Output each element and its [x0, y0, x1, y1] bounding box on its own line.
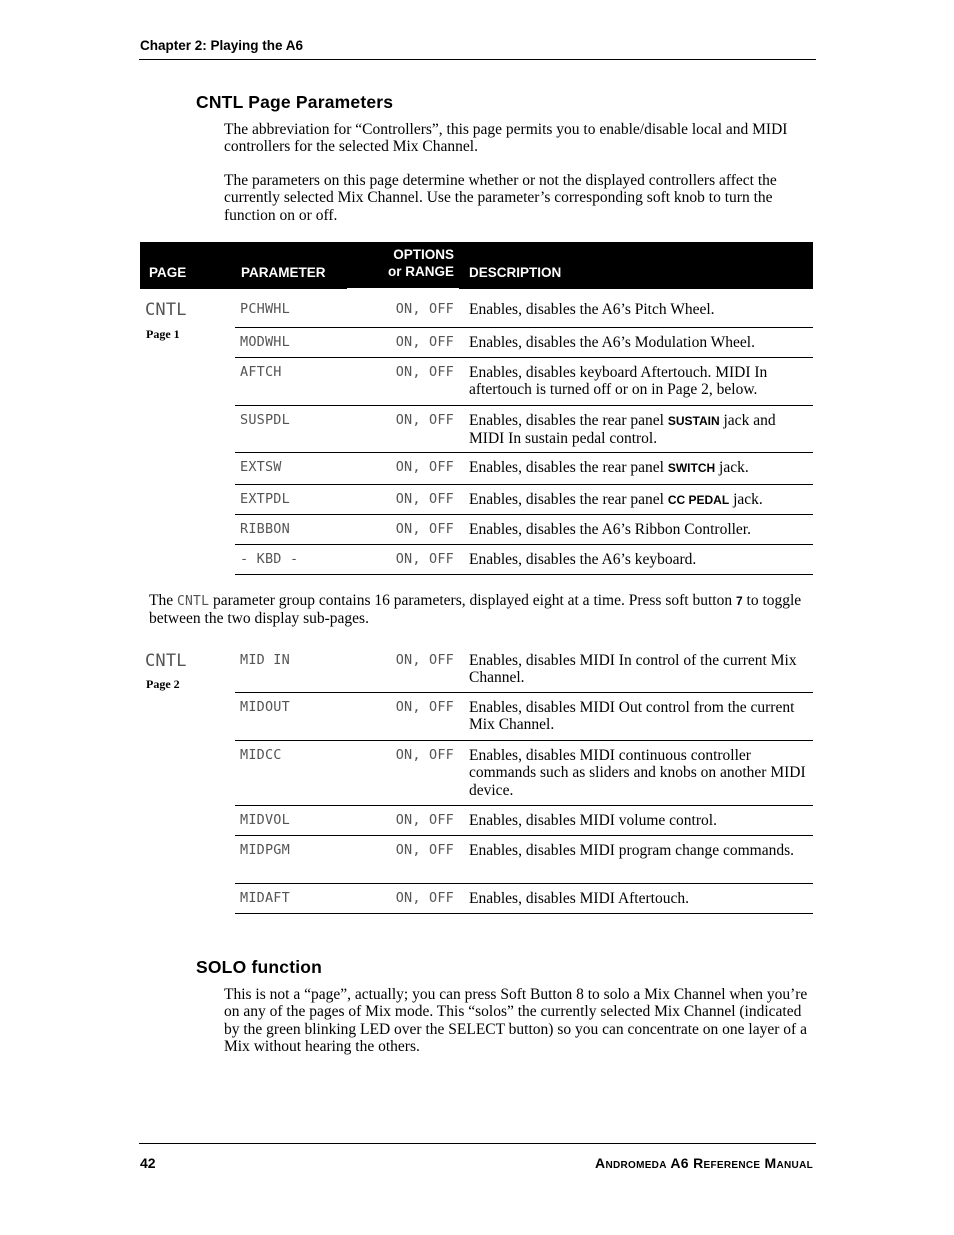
soft-button-number: 7 — [735, 594, 743, 608]
parameter-name: MIDVOL — [240, 812, 290, 828]
section-title-cntl: CNTL Page Parameters — [196, 92, 394, 112]
parameter-description: Enables, disables MIDI continuous controller commands such as sliders and knobs on another MIDI device. — [469, 747, 806, 799]
parameter-name: MIDOUT — [240, 699, 290, 715]
parameter-options: ON, OFF — [395, 334, 454, 350]
parameter-name: EXTSW — [240, 459, 282, 475]
parameter-name: SUSPDL — [240, 412, 290, 428]
parameter-name: MIDCC — [240, 747, 282, 763]
inline-lcd-cntl: CNTL — [176, 594, 210, 609]
col-header-options-2: or RANGE — [387, 264, 454, 279]
col-header-parameter: PARAMETER — [241, 265, 326, 280]
solo-paragraph: This is not a “page”, actually; you can press Soft Button 8 to solo a Mix Channel when you’re on any of the pages of Mix mode. This “solos” the currently selected Mix Channel (indicated by the green blinking LED over the SELECT button) so you can concentrate on one layer of a Mix without hearing the others. — [224, 986, 808, 1055]
parameter-name: RIBBON — [240, 521, 290, 537]
table-row — [235, 836, 813, 884]
table-row — [235, 884, 813, 914]
table-row — [235, 406, 813, 453]
manual-title: Andromeda A6 Reference Manual — [595, 1155, 813, 1171]
table-row — [235, 741, 813, 806]
table-row — [235, 328, 813, 358]
parameter-name: MIDPGM — [240, 842, 290, 858]
subpage-note: The CNTL parameter group contains 16 parameters, displayed eight at a time. Press soft button 7 to toggle between the two display sub-pages. — [149, 592, 802, 628]
parameter-description: Enables, disables MIDI program change commands. — [469, 842, 794, 859]
table-row — [235, 545, 813, 575]
col-header-options-1: OPTIONS — [393, 247, 454, 262]
parameter-options: ON, OFF — [395, 812, 454, 828]
header-rule — [139, 59, 816, 60]
table-row — [235, 358, 813, 406]
options-header-rule — [347, 288, 459, 289]
parameter-description: Enables, disables the A6’s Modulation Wheel. — [469, 334, 755, 351]
table-row — [235, 693, 813, 741]
intro-paragraph-1: The abbreviation for “Controllers”, this page permits you to enable/disable local and MIDI controllers for the selected Mix Channel. — [224, 121, 788, 156]
parameter-description: Enables, disables the A6’s keyboard. — [469, 551, 697, 568]
page-sub-label: Page 1 — [146, 327, 180, 341]
parameter-options: ON, OFF — [395, 364, 454, 380]
table-header — [140, 242, 813, 289]
parameter-name: PCHWHL — [240, 301, 290, 317]
parameter-description: Enables, disables the A6’s Pitch Wheel. — [469, 301, 715, 318]
parameter-name: MIDAFT — [240, 890, 290, 906]
parameter-name: MID IN — [240, 652, 290, 668]
parameter-name: MODWHL — [240, 334, 290, 350]
running-header: Chapter 2: Playing the A6 — [140, 38, 304, 53]
parameter-description: Enables, disables MIDI In control of the current Mix Channel. — [469, 652, 797, 687]
parameter-description: Enables, disables the rear panel CC PEDAL jack. — [469, 491, 763, 508]
parameter-options: ON, OFF — [395, 842, 454, 858]
parameter-options: ON, OFF — [395, 652, 454, 668]
parameter-options: ON, OFF — [395, 890, 454, 906]
parameter-description: Enables, disables the rear panel SWITCH jack. — [469, 459, 749, 476]
parameter-options: ON, OFF — [395, 747, 454, 763]
panel-label-sustain: SUSTAIN — [667, 414, 720, 428]
section-title-solo: SOLO function — [196, 957, 323, 977]
panel-label-cc-pedal: CC PEDAL — [667, 493, 730, 507]
parameter-options: ON, OFF — [395, 491, 454, 507]
page-number: 42 — [140, 1155, 156, 1171]
parameter-description: Enables, disables MIDI Aftertouch. — [469, 890, 689, 907]
parameter-options: ON, OFF — [395, 412, 454, 428]
parameter-options: ON, OFF — [395, 551, 454, 567]
parameter-description: Enables, disables keyboard Aftertouch. MIDI In aftertouch is turned off or on in Page 2, below. — [469, 364, 768, 399]
page-name-cntl: CNTL — [145, 300, 187, 320]
parameter-description: Enables, disables the A6’s Ribbon Controller. — [469, 521, 751, 538]
col-header-page: PAGE — [149, 265, 187, 280]
footer-rule — [139, 1143, 816, 1144]
parameter-name: AFTCH — [240, 364, 282, 380]
parameter-options: ON, OFF — [395, 459, 454, 475]
table-row — [235, 485, 813, 515]
panel-label-switch: SWITCH — [667, 461, 716, 475]
table-row — [235, 646, 813, 693]
parameter-name: EXTPDL — [240, 491, 290, 507]
parameter-options: ON, OFF — [395, 301, 454, 317]
page-name-cntl: CNTL — [145, 651, 187, 671]
page-sub-label: Page 2 — [146, 677, 180, 691]
table-row — [235, 453, 813, 485]
parameter-name: - KBD - — [240, 551, 299, 567]
parameter-options: ON, OFF — [395, 521, 454, 537]
parameter-description: Enables, disables the rear panel SUSTAIN jack and MIDI In sustain pedal control. — [469, 412, 776, 448]
table-row — [235, 515, 813, 545]
table-row — [235, 295, 813, 328]
col-header-description: DESCRIPTION — [469, 265, 562, 280]
intro-paragraph-2: The parameters on this page determine whether or not the displayed controllers affect the currently selected Mix Channel. Use the parameter’s corresponding soft knob to turn the function on or off. — [224, 172, 777, 224]
parameter-description: Enables, disables MIDI Out control from the current Mix Channel. — [469, 699, 795, 734]
parameter-options: ON, OFF — [395, 699, 454, 715]
table-row — [235, 806, 813, 836]
parameter-description: Enables, disables MIDI volume control. — [469, 812, 717, 829]
